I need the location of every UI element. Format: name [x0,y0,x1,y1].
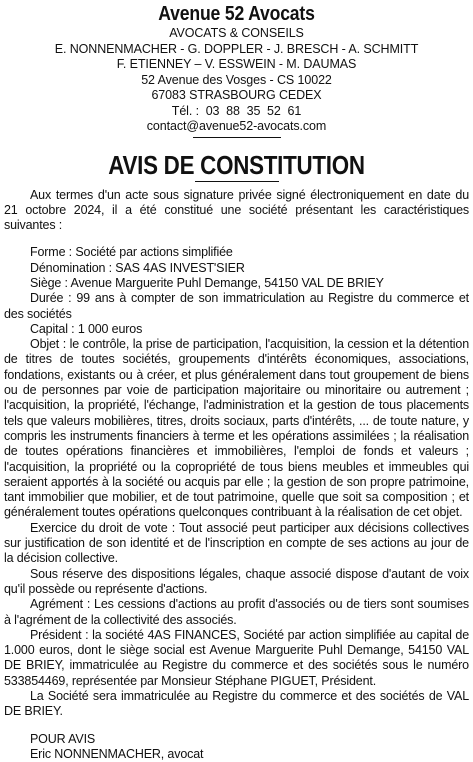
address-line-1: 52 Avenue des Vosges - CS 10022 [4,73,469,89]
capital-line: Capital : 1 000 euros [4,322,469,337]
address-line-2: 67083 STRASBOURG CEDEX [4,88,469,104]
email-address: contact@avenue52-avocats.com [4,119,469,135]
intro-paragraph: Aux termes d'un acte sous signature privée signé électroniquement en date du 21 octobre 2024, il a été constitué une société présentant les caractéristiques suivantes : [4,188,469,234]
dispositions-paragraph: Sous réserve des dispositions légales, chaque associé dispose d'autant de voix qu'il possède ou représente d'actions. [4,567,469,598]
partners-line-2: F. ETIENNEY – V. ESSWEIN - M. DAUMAS [4,57,469,73]
spacer [4,720,469,732]
firm-name: Avenue 52 Avocats [32,2,441,26]
droit-vote-paragraph: Exercice du droit de vote : Tout associé peut participer aux décisions collectives sur justification de son identité et de l'inscription en compte de ses actions au jour de la décision collective. [4,521,469,567]
legal-notice [4,0,469,762]
firm-header [4,2,469,138]
agrement-paragraph: Agrément : Les cessions d'actions au profit d'associés ou de tiers sont soumises à l'agrément de la collectivité des associés. [4,597,469,628]
president-paragraph: Président : la société 4AS FINANCES, Société par action simplifiée au capital de 1.000 euros, dont le siège social est Avenue Marguerite Puhl Demange, 54150 VAL DE BRIEY, immatriculée au Registre du commerce et des sociétés sous le numéro 533854469, représentée par Monsieur Stéphane PIGUET, Président. [4,628,469,689]
signature: Eric NONNENMACHER, avocat [4,747,469,762]
immatriculation-paragraph: La Société sera immatriculée au Registre du commerce et des sociétés de VAL DE BRIEY. [4,689,469,720]
phone-number: Tél. : 03 88 35 52 61 [4,104,469,120]
firm-subtitle: AVOCATS & CONSEILS [4,26,469,42]
objet-paragraph: Objet : le contrôle, la prise de participation, l'acquisition, la cession et la détention de titres de toutes sociétés, groupements d'intérêts économiques, associations, fondations, existants ou à créer, et plus généralement dans tout groupement de biens ou de personnes par voie de participation majoritaire ou minoritaire ou autrement ; l'acquisition, la propriété, l'échange, l'administration et la gestion de tous placements tels que valeurs mobilières, titres, droits sociaux, parts d'intérêts, ... de toute nature, y compris les instruments financiers à terme et les opérations assimilées ; la réalisation de toutes opérations financières et immobilières, l'emploi de fonds et valeurs ; l'acquisition, la propriété ou la copropriété de tous biens meubles et immeubles qui seraient apportés à la société ou acquis par elle ; la gestion de son propre patrimoine, tant immobilier que mobilier, et de tout patrimoine, quelle que soit sa composition ; et généralement toutes opérations quelconques contribuant à la réalisation de cet objet. [4,337,469,521]
forme-line: Forme : Société par actions simplifiée [4,245,469,260]
notice-body [4,188,469,762]
spacer [4,233,469,245]
pour-avis: POUR AVIS [4,732,469,747]
denomination-line: Dénomination : SAS 4AS INVEST'SIER [4,261,469,276]
header-divider [193,137,281,138]
duree-line: Durée : 99 ans à compter de son immatriculation au Registre du commerce et des sociétés [4,291,469,322]
title-underline [195,181,279,182]
siege-line: Siège : Avenue Marguerite Puhl Demange, 54150 VAL DE BRIEY [4,276,469,291]
partners-line-1: E. NONNENMACHER - G. DOPPLER - J. BRESCH - A. SCHMITT [4,42,469,58]
notice-title: AVIS DE CONSTITUTION [37,150,437,180]
